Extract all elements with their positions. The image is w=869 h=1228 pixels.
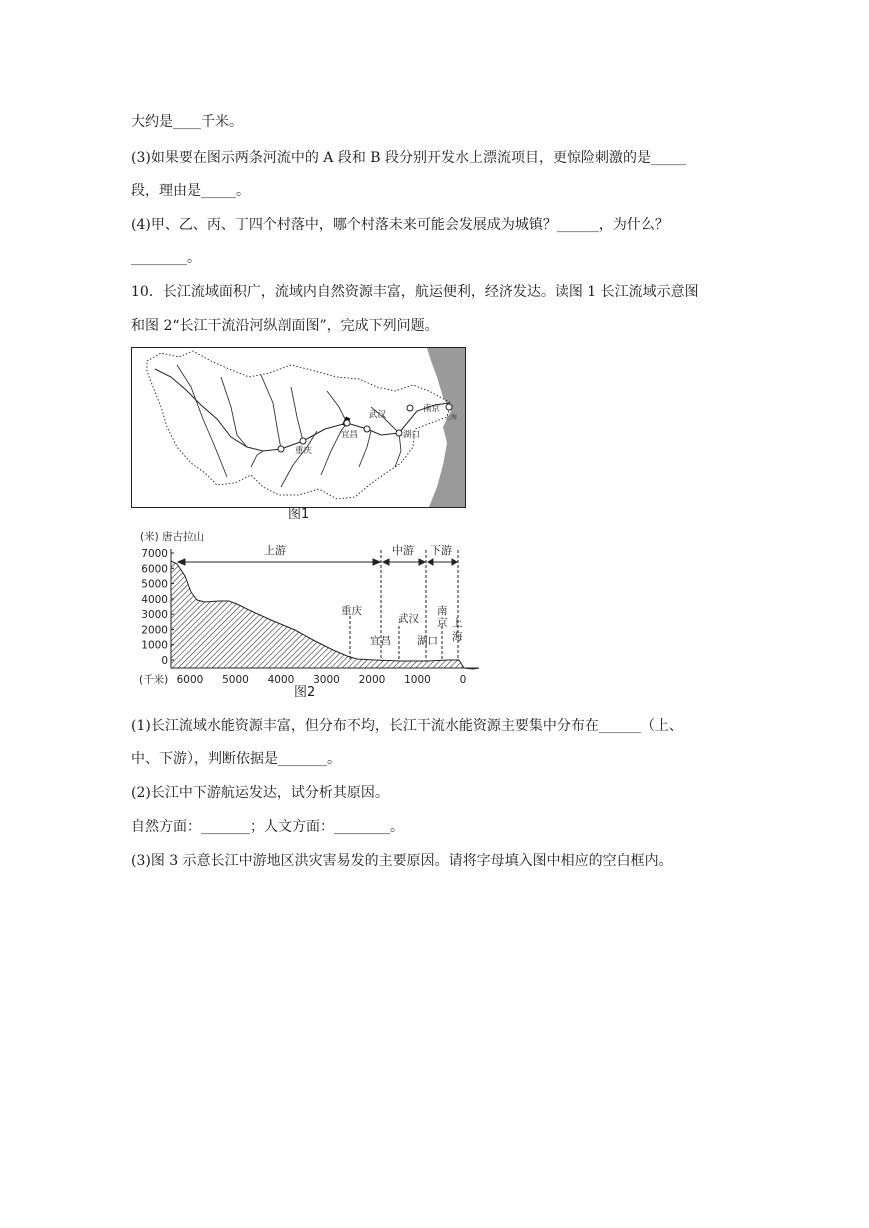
profile-city-shanghai-2: 海 [452, 631, 463, 643]
terrain-profile [171, 561, 464, 668]
text-line: 自然方面：_______；人文方面：________。 [131, 819, 404, 835]
question-2-text: (2)长江中下游航运发达，试分析其原因。 [131, 785, 389, 801]
city-label-chongqing: 重庆 [295, 446, 313, 456]
profile-city-chongqing: 重庆 [341, 605, 362, 617]
longitudinal-profile-chart [131, 528, 481, 703]
question-3-text: (3)如果要在图示两条河流中的 A 段和 B 段分别开发水上漂流项目，更惊险刺激的是_____ [131, 150, 687, 166]
figure-2-caption: 图2 [294, 685, 316, 700]
y-tick-label: 1000 [141, 639, 168, 652]
question-4-text: (4)甲、乙、丙、丁四个村落中，哪个村落未来可能会发展成为城镇？______，为什么？ [131, 217, 669, 233]
x-unit-label: (千米) [139, 674, 169, 686]
x-tick-label: 1000 [404, 674, 431, 686]
text-line: ________。 [131, 250, 201, 266]
y-tick-label: 5000 [141, 578, 168, 591]
y-tick-label: 7000 [141, 548, 168, 560]
x-tick-label: 6000 [176, 674, 204, 686]
profile-city-hukou: 湖口 [417, 635, 438, 647]
y-unit-label: (米) [140, 531, 159, 543]
question-10-intro: 10．长江流域面积广，流域内自然资源丰富，航运便利，经济发达。读图 1 长江流域示意图 [131, 284, 699, 300]
y-tick-label: 2000 [141, 624, 168, 637]
text-line: 和图 2“长江干流沿河纵剖面图”，完成下列问题。 [131, 318, 439, 334]
section-middle: 中游 [392, 544, 414, 557]
x-tick-label: 3000 [313, 674, 340, 686]
city-label-hukou: 湖口 [403, 430, 421, 440]
text-line: 中、下游），判断依据是_______。 [131, 751, 341, 767]
question-1-text: (1)长江流域水能资源丰富，但分布不均，长江干流水能资源主要集中分布在______（上、 [131, 718, 683, 734]
profile-city-shanghai-1: 上 [452, 617, 463, 629]
question-3b-text: (3)图 3 示意长江中游地区洪灾害易发的主要原因。请将字母填入图中相应的空白框内。 [131, 853, 673, 869]
text-line: 大约是____千米。 [131, 114, 243, 130]
profile-city-yichang: 宜昌 [370, 635, 391, 647]
profile-city-wuhan: 武汉 [398, 613, 419, 625]
y-tick-label: 6000 [141, 563, 168, 576]
text-line: 段，理由是_____。 [131, 183, 250, 199]
section-lower: 下游 [430, 544, 452, 557]
profile-city-nanjing-2: 京 [437, 617, 448, 629]
city-label-yichang: 宜昌 [341, 430, 359, 440]
y-tick-label: 4000 [141, 593, 168, 606]
y-tick-label: 3000 [141, 609, 168, 622]
x-tick-label: 5000 [222, 674, 249, 686]
x-tick-label: 4000 [267, 674, 295, 686]
yangtze-basin-map [131, 347, 466, 508]
y-tick-label: 0 [161, 655, 168, 667]
x-tick-label: 2000 [358, 674, 386, 686]
city-label-nanjing: 南京 [423, 404, 441, 414]
city-label-shanghai: 上海 [445, 414, 458, 421]
source-label: 唐古拉山 [162, 531, 204, 543]
profile-city-nanjing-1: 南 [437, 605, 448, 617]
city-label-wuhan: 武汉 [369, 410, 387, 420]
x-tick-label: 0 [459, 674, 467, 686]
figure-1-caption: 图1 [288, 507, 310, 522]
section-upper: 上游 [264, 544, 286, 557]
